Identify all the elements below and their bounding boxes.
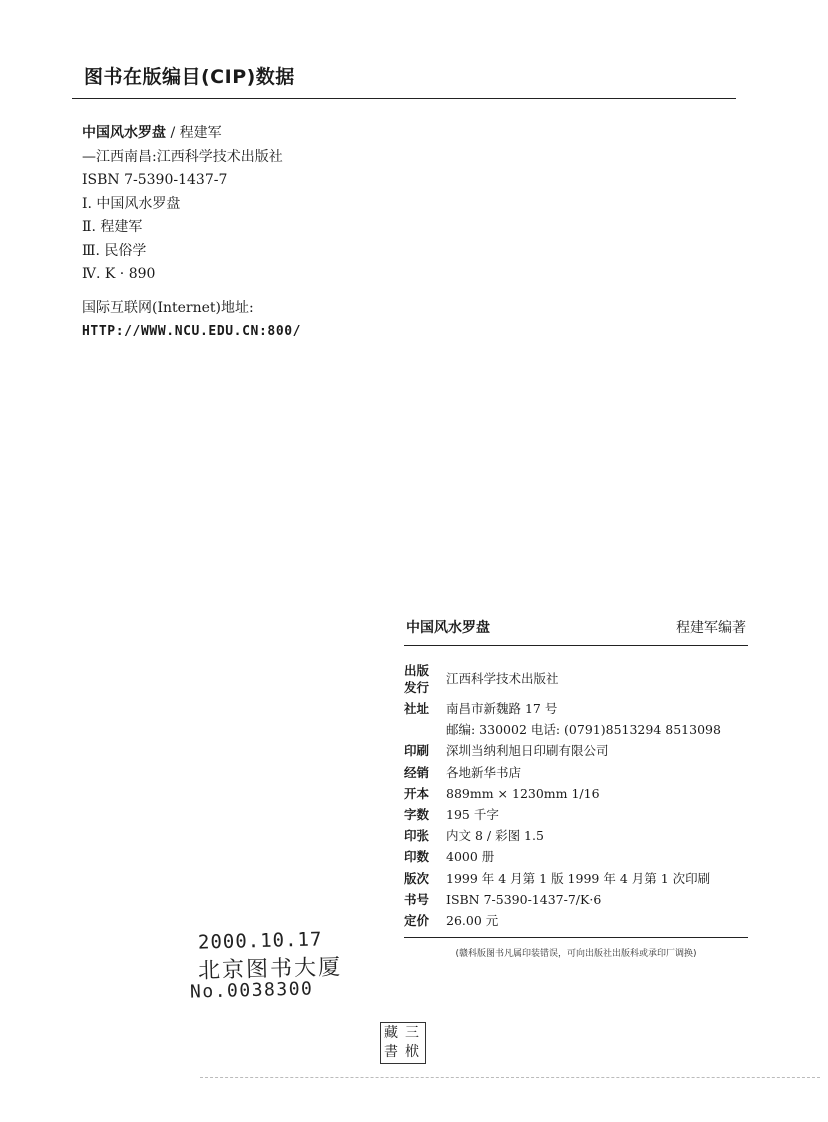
- colophon-row-value: 各地新华书店: [446, 764, 522, 780]
- colophon-row-label: 字数: [404, 807, 430, 823]
- cip-title-line: [82, 122, 542, 146]
- colophon-row: [404, 889, 748, 910]
- seal-char: 書: [384, 1044, 398, 1060]
- colophon-row-value: 江西科学技术出版社: [446, 671, 559, 687]
- colophon-row: [404, 660, 748, 698]
- colophon-rows: [404, 646, 748, 931]
- colophon-row: [404, 740, 748, 761]
- cip-data-block: [82, 122, 542, 344]
- colophon-row-label: 社址: [404, 701, 430, 716]
- colophon: [404, 617, 748, 959]
- internet-label: 国际互联网(Internet)地址:: [82, 299, 254, 316]
- handwritten-date: 2000.10.17: [197, 928, 323, 954]
- seal-char: 藏: [384, 1025, 398, 1041]
- cip-publisher: —江西南昌:江西科学技术出版社: [82, 148, 283, 165]
- colophon-row-value: 26.00 元: [446, 913, 499, 929]
- colophon-row-value: 深圳当纳利旭日印刷有限公司: [446, 743, 609, 759]
- colophon-row-value: 889mm × 1230mm 1/16: [446, 785, 600, 801]
- colophon-row-label: 印刷: [404, 743, 430, 759]
- cip-subject-3: Ⅲ. 民俗学: [82, 242, 147, 259]
- colophon-row: [404, 825, 748, 846]
- colophon-row: [404, 783, 748, 804]
- internet-url: HTTP://WWW.NCU.EDU.CN:800/: [82, 324, 302, 339]
- seal-char: 栿: [405, 1044, 419, 1060]
- handwritten-number: No.0038300: [189, 978, 314, 1003]
- scan-artifact-line: [200, 1077, 820, 1078]
- cip-author: / 程建军: [166, 125, 222, 141]
- heading-divider: [72, 98, 736, 99]
- collector-seal: [380, 1022, 426, 1064]
- colophon-row: [404, 719, 748, 740]
- colophon-row-label: 出版 发行: [404, 663, 430, 695]
- colophon-row-value: 邮编: 330002 电话: (0791)8513294 8513098: [446, 722, 721, 738]
- colophon-row: [404, 698, 748, 719]
- colophon-row-label: 印张: [404, 828, 430, 844]
- colophon-header: [404, 617, 748, 645]
- colophon-row-value: 4000 册: [446, 849, 495, 865]
- colophon-row-label: 开本: [404, 785, 430, 801]
- handwritten-place: 北京图书大厦: [197, 955, 343, 984]
- cip-isbn: ISBN 7-5390-1437-7: [82, 172, 228, 188]
- colophon-row-label: 经销: [404, 764, 430, 780]
- cip-subject-2: Ⅱ. 程建军: [82, 219, 143, 235]
- colophon-row: [404, 868, 748, 889]
- colophon-row-value: ISBN 7-5390-1437-7/K·6: [446, 891, 602, 907]
- colophon-row-label: 定价: [404, 913, 430, 929]
- colophon-row-value: 1999 年 4 月第 1 版 1999 年 4 月第 1 次印刷: [446, 870, 711, 886]
- colophon-row-value: 内文 8 / 彩图 1.5: [446, 828, 544, 844]
- colophon-row-label: [404, 719, 446, 740]
- cip-subject-4: Ⅳ. K · 890: [82, 266, 156, 282]
- colophon-note: (赣科版图书凡属印装错误，可向出版社出版科或承印厂调换): [455, 949, 697, 960]
- colophon-row-label: 版次: [404, 870, 430, 886]
- cip-heading: 图书在版编目(CIP)数据: [84, 66, 295, 88]
- colophon-row-value: 195 千字: [446, 807, 499, 823]
- colophon-bottom-rule: [404, 937, 748, 938]
- colophon-row-label: 书号: [404, 891, 430, 907]
- cip-subject-1: Ⅰ. 中国风水罗盘: [82, 195, 181, 212]
- colophon-row-label: 印数: [404, 849, 430, 865]
- colophon-author: 程建军编著: [676, 620, 746, 636]
- cip-book-title: 中国风水罗盘: [82, 125, 166, 141]
- seal-char: 三: [405, 1025, 419, 1041]
- colophon-row-value: 南昌市新魏路 17 号: [446, 701, 558, 716]
- colophon-title: 中国风水罗盘: [406, 620, 490, 636]
- colophon-row: [404, 804, 748, 825]
- colophon-row: [404, 846, 748, 867]
- colophon-row: [404, 762, 748, 783]
- colophon-row: [404, 910, 748, 931]
